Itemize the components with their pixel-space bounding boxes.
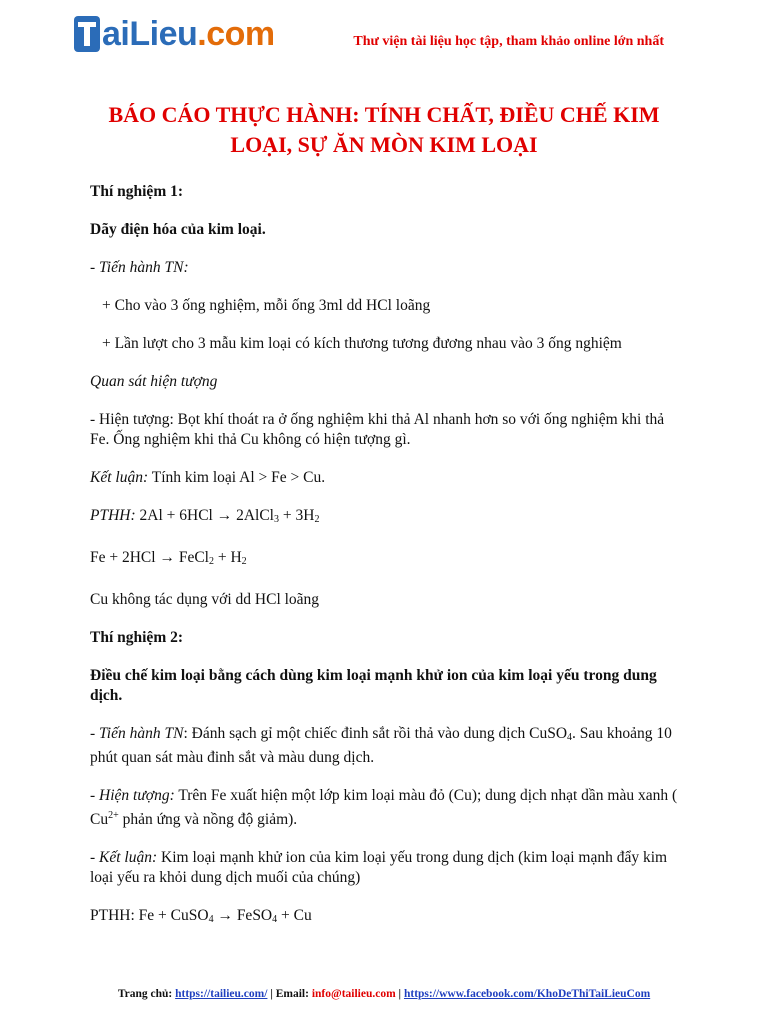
- exp2-procedure: - Tiến hành TN: Đánh sạch gỉ một chiếc đinh sắt rồi thả vào dung dịch CuSO$_4$. Sau khoảng 10 phút quan sát màu đinh sắt và màu dung dịch.: [90, 725, 672, 766]
- exp1-subheading: Dãy điện hóa của kim loại.: [90, 221, 266, 238]
- exp1-phenomenon: - Hiện tượng: Bọt khí thoát ra ở ống nghiệm khi thả Al nhanh hơn so với ống nghiệm khi thả Fe. Ống nghiệm khi thả Cu không có hiện tượng gì.: [90, 411, 665, 448]
- footer-separator: | Email:: [267, 988, 312, 1000]
- exp1-step-2: + Lần lượt cho 3 mẫu kim loại có kích thương tương đương nhau vào 3 ống nghiệm: [102, 335, 622, 352]
- exp1-heading: Thí nghiệm 1:: [90, 183, 184, 200]
- page-footer: [0, 988, 768, 1000]
- equation-label: PTHH:: [90, 507, 136, 524]
- exp1-step-1: + Cho vào 3 ống nghiệm, mỗi ống 3ml dd HCl loãng: [102, 297, 431, 314]
- conclusion-text: Tính kim loại Al > Fe > Cu.: [148, 469, 326, 486]
- exp2-phenomenon: - Hiện tượng: Trên Fe xuất hiện một lớp kim loại màu đỏ (Cu); dung dịch nhạt dần màu xanh ( $Cu^{2+}$ phản ứng và nồng độ giảm).: [90, 787, 678, 828]
- exp2-heading: Thí nghiệm 2:: [90, 629, 184, 646]
- logo-t-icon: [74, 16, 100, 52]
- exp2-conclusion: - Kết luận: Kim loại mạnh khử ion của kim loại yếu trong dung dịch (kim loại mạnh đẩy kim loại yếu ra khỏi dung dịch muối của chúng): [90, 849, 668, 886]
- conclusion-label: Kết luận:: [90, 469, 149, 486]
- header-tagline: Thư viện tài liệu học tập, tham khảo online lớn nhất: [353, 34, 664, 49]
- footer-email[interactable]: info@tailieu.com: [311, 988, 396, 1000]
- exp1-equation-2: Fe + 2HCl → FeCl$_2$ + $H_2$: [90, 549, 247, 567]
- exp1-conclusion: [90, 468, 678, 488]
- footer-home-label: Trang chủ:: [117, 988, 176, 1000]
- exp1-equation-1: PTHH: 2Al + 6HCl → 2AlCl$_3$ + $3H_2$: [90, 507, 320, 525]
- exp1-note: Cu không tác dụng với dd HCl loãng: [90, 591, 320, 608]
- page-header: [0, 0, 768, 70]
- exp1-observe-label: Quan sát hiện tượng: [90, 373, 218, 390]
- footer-home-link[interactable]: https://tailieu.com/: [175, 988, 268, 1000]
- document-body: [90, 100, 678, 948]
- footer-facebook-link[interactable]: https://www.facebook.com/KhoDeThiTaiLieuCom: [403, 988, 651, 1000]
- exp2-subheading: Điều chế kim loại bằng cách dùng kim loại mạnh khử ion của kim loại yếu trong dung dịch.: [90, 667, 657, 704]
- logo-text: aiLieu.com: [102, 15, 275, 53]
- tailieu-logo[interactable]: [74, 12, 275, 56]
- footer-separator: |: [395, 988, 404, 1000]
- exp2-equation: PTHH: Fe + CuSO$_4$ → FeSO$_4$ + Cu: [90, 907, 312, 925]
- page-title: BÁO CÁO THỰC HÀNH: TÍNH CHẤT, ĐIỀU CHẾ KIM LOẠI, SỰ ĂN MÒN KIM LOẠI: [108, 102, 660, 157]
- exp1-procedure-label: - Tiến hành TN:: [90, 259, 189, 276]
